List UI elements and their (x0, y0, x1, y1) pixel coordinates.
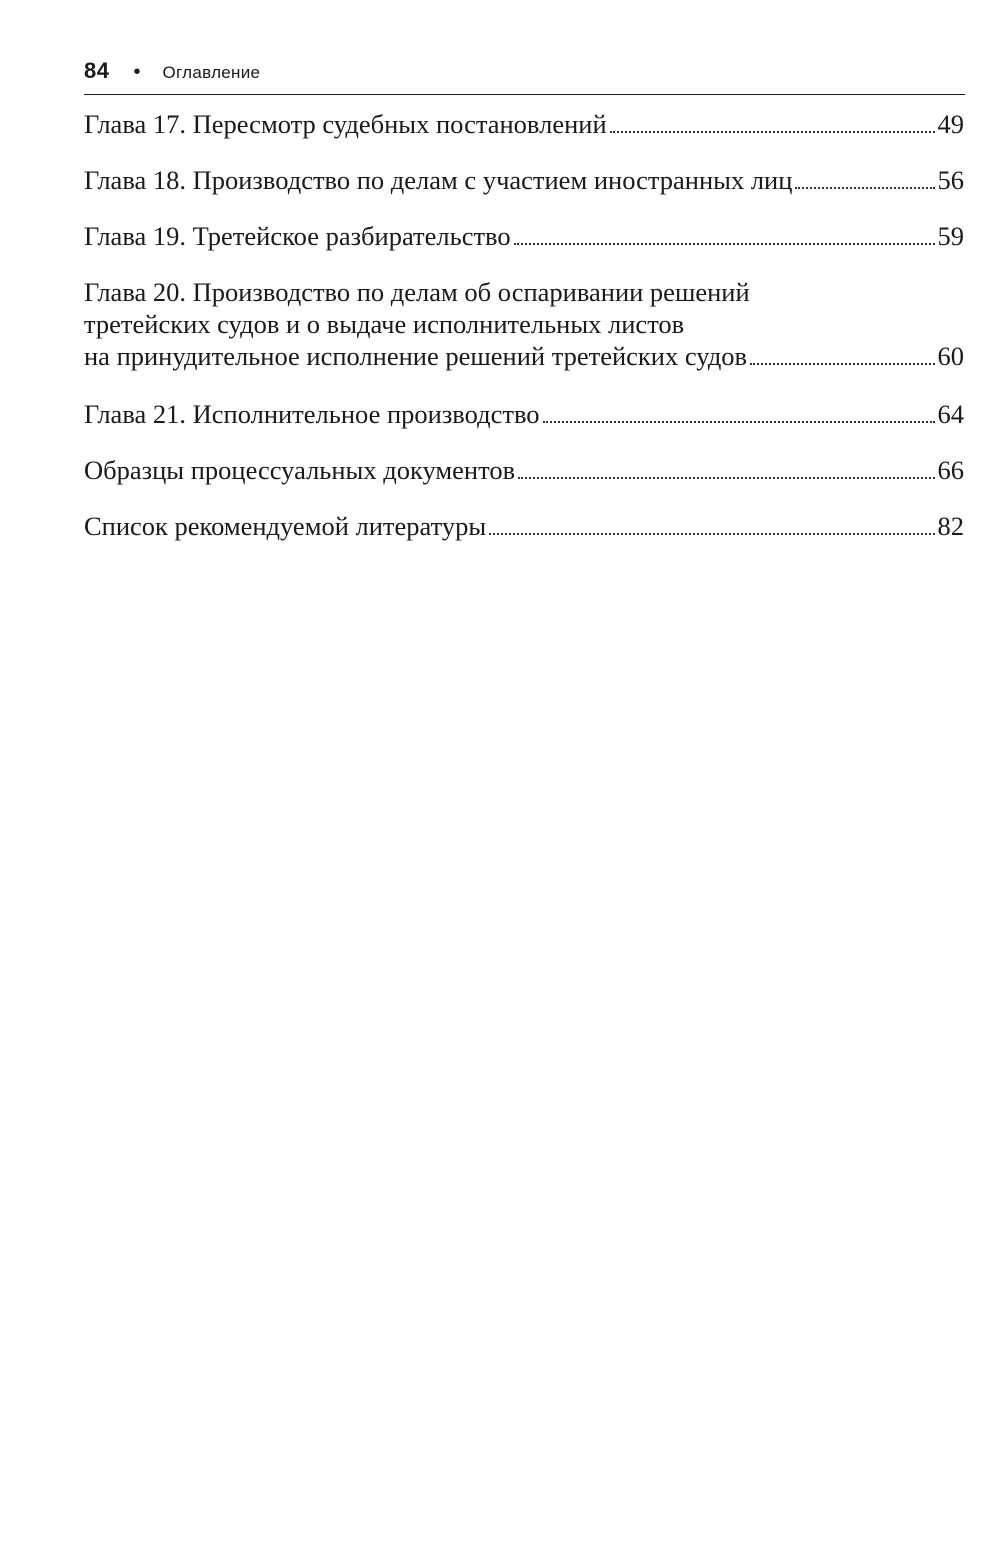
dot-leader (750, 363, 934, 365)
toc-entry-bibliography[interactable] (84, 510, 964, 542)
toc-entry-title: Глава 17. Пересмотр судебных постановлений (84, 109, 607, 139)
toc-entry-chapter-20[interactable] (84, 276, 964, 372)
toc-entry-line (84, 164, 964, 196)
toc-entry-page: 49 (937, 109, 964, 139)
toc-entry-title-line-3: на принудительное исполнение решений третейских судов (84, 341, 748, 371)
toc-entry-page: 60 (937, 341, 964, 371)
toc-entry-chapter-19[interactable] (84, 220, 964, 252)
toc-entry-title: Глава 21. Исполнительное производство (84, 399, 540, 429)
bullet-separator: • (133, 61, 141, 83)
toc-entry-line (84, 220, 964, 252)
section-title: Оглавление (162, 63, 261, 82)
toc-entry-page: 64 (937, 399, 964, 429)
page-number: 84 (84, 58, 110, 83)
toc-entry-title: Глава 19. Третейское разбирательство (84, 221, 511, 251)
toc-entry-line (84, 108, 964, 140)
dot-leader (543, 421, 935, 423)
toc-entry-chapter-17[interactable] (84, 108, 964, 140)
dot-leader (514, 243, 935, 245)
dot-leader (489, 533, 934, 535)
toc-entry-document-samples[interactable] (84, 454, 964, 486)
toc-entry-line (84, 398, 964, 430)
toc-entry-line (84, 340, 964, 372)
toc-entry-title: Список рекомендуемой литературы (84, 511, 487, 541)
toc-entry-title: Образцы процессуальных документов (84, 455, 516, 485)
toc-entry-title: Глава 18. Производство по делам с участием иностранных лиц (84, 165, 793, 195)
dot-leader (518, 477, 934, 479)
running-head (84, 58, 964, 90)
toc-entry-line (84, 510, 964, 542)
toc-entry-chapter-18[interactable] (84, 164, 964, 196)
toc-entry-page: 66 (937, 455, 964, 485)
toc-entry-page: 82 (937, 511, 964, 541)
table-of-contents (84, 108, 964, 566)
toc-entry-title-line-1: Глава 20. Производство по делам об оспаривании решений (84, 277, 750, 307)
toc-entry-title-line-2: третейских судов и о выдаче исполнительных листов (84, 309, 685, 339)
toc-entry-lines (84, 276, 964, 372)
toc-entry-line (84, 454, 964, 486)
toc-entry-page: 56 (937, 165, 964, 195)
header-rule (84, 94, 965, 95)
toc-entry-page: 59 (937, 221, 964, 251)
toc-entry-chapter-21[interactable] (84, 398, 964, 430)
dot-leader (795, 187, 934, 189)
dot-leader (610, 131, 935, 133)
